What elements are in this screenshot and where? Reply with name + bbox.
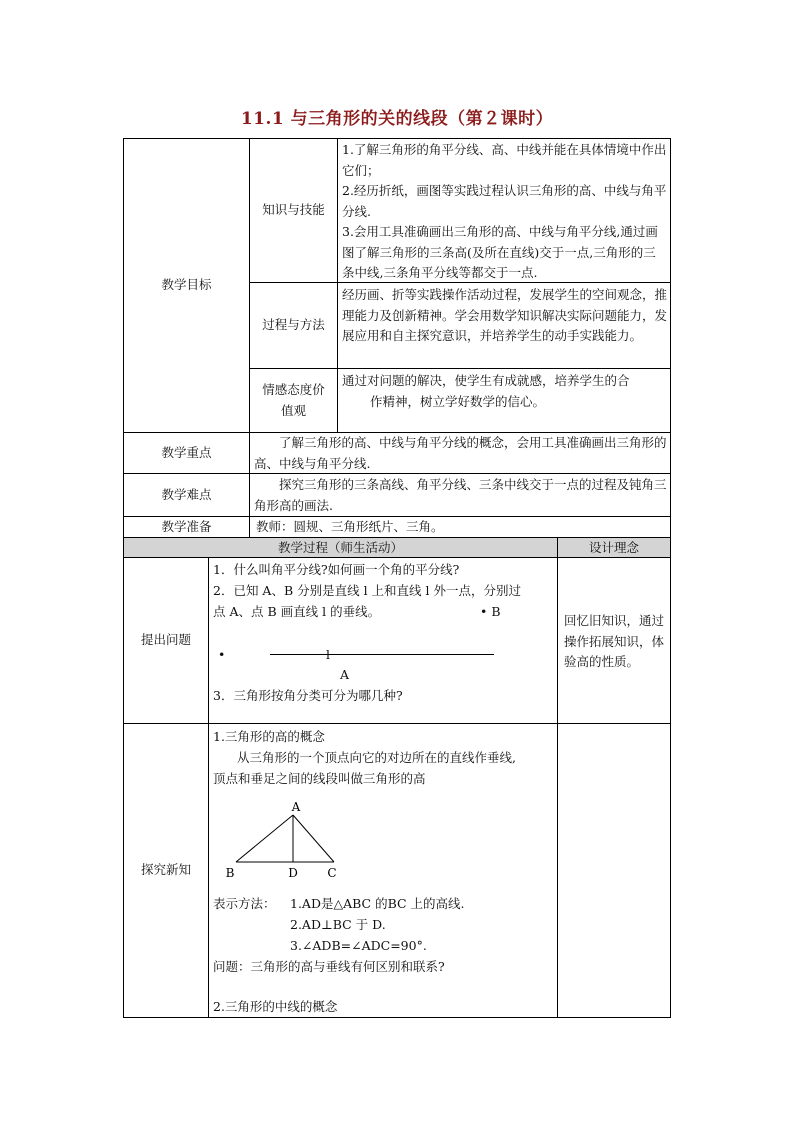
- emotion-label: [250, 369, 337, 432]
- figure-line-label: l: [326, 647, 330, 662]
- page-title: 11.1 与三角形的关的线段（第２课时）: [240, 109, 554, 129]
- difficulties-text: 探究三角形的三条高线、角平分线、三条中线交于一点的过程及钝角三角形高的画法.: [254, 477, 667, 513]
- question-1: 1．什么叫角平分线?如何画一个角的平分线?: [213, 562, 460, 577]
- explore-question: 问题：三角形的高与垂线有何区别和联系?: [213, 959, 445, 974]
- figure-point-b: • B: [480, 604, 501, 619]
- figure-line-l: [270, 654, 494, 655]
- emotion-content: [342, 371, 668, 431]
- preparation-label: 教学准备: [161, 518, 212, 534]
- knowledge-item-1: 1.了解三角形的角平分线、高、中线并能在具体情境中作出它们；: [342, 142, 667, 178]
- preparation-text: 教师：圆规、三角形纸片、三角。: [256, 519, 444, 534]
- knowledge-item-3: 3.会用工具准确画出三角形的高、中线与角平分线,通过画图了解三角形的三条高(及所在直线)交于一点,三角形的三条中线,三条角平分线等都交于一点.: [342, 224, 658, 280]
- question-2-line2: 点 A、点 B 画直线 l 的垂线。: [213, 604, 381, 619]
- notation-label: 表示方法：: [213, 896, 276, 911]
- key-points-label: 教学重点: [161, 444, 212, 460]
- emotion-label-line2: 值观: [280, 402, 306, 418]
- triangle-figure: [220, 795, 360, 885]
- goals-label: 教学目标: [161, 277, 212, 293]
- notation-3: 3.∠ADB=∠ADC=90°.: [290, 938, 427, 953]
- knowledge-item-2: 2.经历折纸，画图等实践过程认识三角形的高、中线与角平分线.: [342, 183, 667, 219]
- notation-1: 1.AD是△ABC 的BC 上的高线.: [290, 896, 465, 911]
- figure-dot: •: [218, 647, 226, 662]
- question-3: 3．三角形按角分类可分为哪几种?: [213, 688, 403, 703]
- triangle-label-a: A: [291, 800, 301, 814]
- process-header-design: 设计理念: [588, 540, 639, 555]
- triangle-side-ac: [293, 815, 334, 862]
- figure-point-a: A: [340, 667, 350, 682]
- knowledge-content: [342, 140, 668, 282]
- emotion-text-line2: 作精神，树立学好数学的信心。: [370, 393, 546, 409]
- explore-definition-line2: 顶点和垂足之间的线段叫做三角形的高: [213, 771, 426, 786]
- process-label: 过程与方法: [262, 317, 325, 333]
- emotion-text-line1: 通过对问题的解决，使学生有成就感，培养学生的合: [342, 373, 630, 388]
- notation-2: 2.AD⊥BC 于 D.: [290, 917, 386, 932]
- questions-label: 提出问题: [140, 632, 191, 648]
- triangle-label-d: D: [288, 866, 298, 880]
- process-header-activity: 教学过程（师生活动）: [277, 540, 403, 555]
- explore-heading-1: 1.三角形的高的概念: [213, 729, 325, 744]
- triangle-label-b: B: [225, 866, 235, 880]
- explore-label: 探究新知: [140, 862, 191, 878]
- questions-design-note: 回忆旧知识，通过操作拓展知识，体验高的性质。: [564, 613, 665, 669]
- process-text: 经历画、折等实践操作活动过程，发展学生的空间观念，推理能力及创新精神。学会用数学知识解决实际问题能力，发展应用和自主探究意识，并培养学生的动手实践能力。: [342, 287, 668, 343]
- difficulties-label: 教学难点: [161, 486, 212, 502]
- emotion-label-line1: 情感态度价: [262, 382, 325, 397]
- knowledge-label: 知识与技能: [262, 202, 325, 218]
- question-2-line1: 2．已知 A、B 分别是直线 l 上和直线 l 外一点，分别过: [213, 583, 522, 598]
- triangle-label-c: C: [327, 866, 337, 880]
- explore-heading-2: 2.三角形的中线的概念: [213, 999, 338, 1014]
- triangle-side-ab: [236, 815, 293, 862]
- explore-definition-line1: 从三角形的一个顶点向它的对边所在的直线作垂线,: [237, 750, 516, 765]
- key-points-text: 了解三角形的高、中线与角平分线的概念，会用工具准确画出三角形的高、中线与角平分线.: [254, 435, 667, 471]
